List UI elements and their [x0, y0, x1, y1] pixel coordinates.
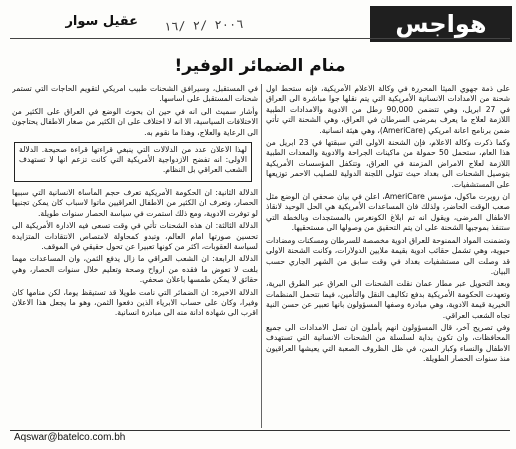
- boxed-quote: لهذا الاعلان عدد من الدلالات التي ينبغي قراءتها قراءة صحيحة. الدلالة الاولى: انه تفضح الازدواجية الأمريكية التي كانت تزعم انها لا تستهدف الشعب العراقي بل النظام.: [14, 142, 252, 182]
- paragraph: الدلالة الثانية: ان الحكومة الأمريكية تعرف حجم المأساة الانسانية التي سببها الحصار، وتعرف ان الكثير من الاطفال العراقيين ماتوا لاسباب كان يمكن تجنبها لو توفرت الادوية، ومع ذلك استمرت في سياسة الحصار سنوات طويلة.: [12, 188, 258, 218]
- paragraph: الدلالة الرابعة: ان الشعب العراقي ما زال يدفع الثمن، وان المساعدات مهما بلغت لا تعوض ما فقده من ارواح وصحة وتعليم خلال سنوات الحصار، وهي حقائق لا يمكن طمسها باعلان صحفي.: [12, 254, 258, 285]
- author-name: عقيل سوار: [65, 14, 138, 29]
- paragraph: وأشار سميث الى انه في حين ان بحوث الوضع في العراق على الكثير من الاختلافات السياسية، الا انه لا اختلاف على ان الكثير من صغار الاطفال يحتاجون الى الرعاية والعلاج، وهذا ما نقوم به.: [12, 106, 258, 137]
- author-email: Aqswar@batelco.com.bh: [14, 432, 126, 443]
- paragraph: وتضمنت المواد الممنوحة للعراق ادوية مخصصة للسرطان ومسكنات ومضادات حيوية، وهي تشمل حقائب ادوية بقيمة ملايين الدولارات، وكانت الشحنة الاولى قد وصلت الى مستشفيات بغداد في وقت سابق من الشهر الجاري حسب البيان.: [266, 235, 510, 276]
- article-column-right: [266, 84, 510, 429]
- paragraph: وبعد التحويل عبر مطار عمان نقلت الشحنات الى العراق عبر الطرق البرية، وتعهدت الحكومة الأمريكية بدفع تكاليف النقل والتأمين، فيما تتحمل المنظمات الخيرية قيمة الادوية، وهي مبادرة وصفها المسؤولون بانها تعبير عن حسن النية تجاه الشعب العراقي.: [266, 279, 510, 320]
- paragraph: وفي تصريح آخر، قال المسؤولون انهم يأملون ان تصل الامدادات الى جميع المحافظات، وان تكون بداية لسلسلة من الشحنات الانسانية التي تستهدف الاطفال والنساء وكبار السن، في ظل الظروف الصعبة التي يعيشها العراقيون منذ سنوات الحصار الطويلة.: [266, 322, 510, 364]
- paragraph: الدلالة الاخيرة: ان الضمائر التي نامت طويلا قد تستيقظ يوما، لكن منامها كان وفيرا، وكان على حساب الابرياء الذين دفعوا الثمن، وهو ما يجعل هذا الاعلان اقرب الى شهادة ادانة منه الى مبادرة انسانية.: [12, 287, 258, 318]
- paragraph: في المستقبل، وسيرافق الشحنات طبيب امريكي لتقويم الحاجات التي تستمر شحنات المستقبل على اساسها.: [12, 84, 258, 104]
- article-column-left-top: [12, 84, 258, 140]
- footer-divider: [10, 430, 510, 431]
- paragraph: الدلالة الثالثة: ان هذه الشحنات تأتي في وقت تسعى فيه الادارة الأمريكية الى تحسين صورتها امام العالم، وتبدو كمحاولة لامتصاص الانتقادات المتزايدة لسياسة العقوبات، اكثر من كونها تعبيرا عن تحول حقيقي في الموقف.: [12, 221, 258, 252]
- column-masthead: هواجس: [370, 6, 512, 42]
- handwritten-date-stamp: ٢٠٠٦ /٢ /١٦: [163, 16, 244, 34]
- header-divider: [10, 38, 510, 39]
- column-divider: [261, 84, 262, 428]
- article-column-left-lower: [12, 188, 258, 426]
- paragraph: على ذمة جهوي الميثا المحررة في وكالة الاعلام الأمريكية، فإنه ستحط اول شحنة من الامدادات الانسانية الأمريكية التي يتم نقلها جوا مباشرة الى العراق في 27 ابريل، وهي تتضمن 90,000 رطل من الادوية والامدادات الطبية اللازمة لعلاج ما يعرف بمرضى السرطان في العراق، وهي الشحنة التي تأتي ضمن برنامج اعانة امريكي (AmeriCare)، وهي هيئة انسانية.: [266, 84, 510, 135]
- article-header: [0, 0, 516, 76]
- article-headline: منام الضمائر الوفير!: [174, 56, 346, 76]
- paragraph: ان روبرت ماكول، مؤسس AmeriCare، اعلن في بيان صحفي ان الوضع مثل صعب الوقت الحاضر، ولذلك فان المساعدات الأمريكية هي الحل الوحيد لانقاذ الاطفال المرضى، ويقول انه تم ابلاغ الكونغرس بالمستجدات وبالخطة التي ستنفذ بموجبها الشحنة على ان يتم التحقيق من وصولها الى مستحقيها.: [266, 192, 510, 233]
- paragraph: وكما ذكرت وكالة الاعلام، فإن الشحنة الاولى التي سبقتها في 23 ابريل من هذا العام، ستحمل 50 حمولة من ماكينات الجراحة والادوية والمعدات الطبية اللازمة لعلاج الامراض المزمنة في العراق، وتتكفل المؤسسات الأمريكية بتوصيل الشحنات الى بغداد حيث تتولى اللجنة الدولية للصليب الاحمر توزيعها على المستشفيات.: [266, 138, 510, 189]
